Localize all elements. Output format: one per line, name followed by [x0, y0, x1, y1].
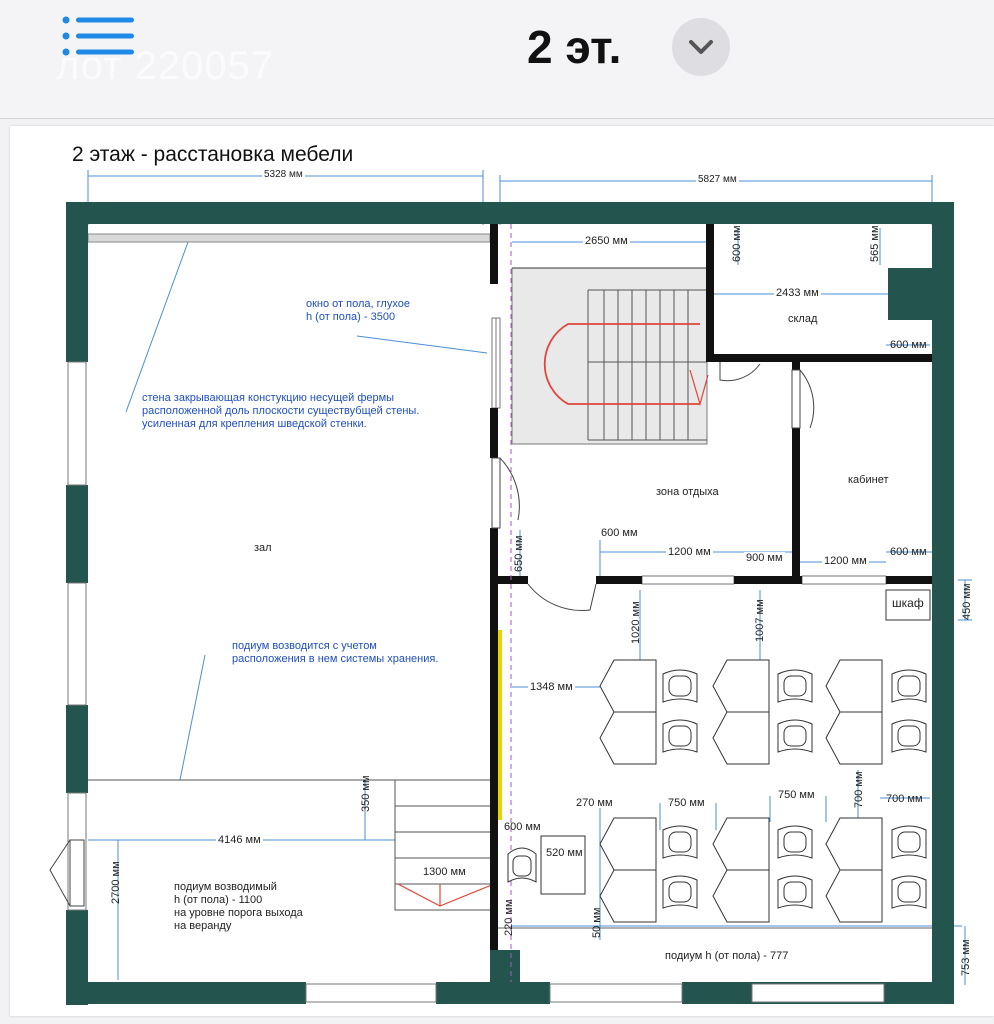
floor-title: 2 эт. [527, 21, 622, 73]
note-podium-left: подиум возводимый h (от пола) - 1100 на уровне порога выхода на веранду [174, 881, 303, 932]
dim-5328: 5328 мм [264, 169, 303, 180]
chair [892, 670, 926, 702]
staircase [395, 268, 708, 910]
dim-50: 50 мм [591, 907, 603, 938]
dim-600-office: 600 мм [890, 546, 927, 558]
desk [826, 870, 882, 922]
armchair [508, 848, 536, 882]
chair [892, 720, 926, 752]
room-label-rest-zone: зона отдыха [656, 486, 719, 498]
dim-1348: 1348 мм [530, 681, 573, 693]
dim-1007: 1007 мм [754, 599, 766, 642]
dim-4146: 4146 мм [218, 834, 261, 846]
chair [663, 670, 697, 702]
dim-1200-a: 1200 мм [668, 546, 711, 558]
dim-450: 450 мм [961, 583, 973, 620]
note-window: окно от пола, глухое h (от пола) - 3500 [306, 298, 410, 323]
note-podium-storage: подиум возводится с учетом расположения в нем системы хранения. [232, 640, 439, 665]
desk [826, 818, 882, 870]
dim-600-storage: 600 мм [890, 339, 927, 351]
note-wall: стена закрывающая констукцию несущей фермы расположенной доль плоскости существубщей стены. усиленная для крепления шведской стенки. [142, 392, 420, 430]
chair [778, 720, 812, 752]
desk [600, 870, 656, 922]
note-podium-right: подиум h (от пола) - 777 [665, 950, 789, 962]
dim-600-chair: 600 мм [504, 821, 541, 833]
dim-2650: 2650 мм [585, 235, 628, 247]
desk [600, 712, 656, 764]
dim-1200-b: 1200 мм [824, 555, 867, 567]
desk [826, 712, 882, 764]
dim-2433: 2433 мм [776, 287, 819, 299]
dim-350: 350 мм [360, 775, 372, 812]
desk [826, 660, 882, 712]
dim-270: 270 мм [576, 797, 613, 809]
dim-750-a: 750 мм [668, 797, 705, 809]
desk [600, 818, 656, 870]
room-label-hall: зал [254, 542, 272, 554]
dim-1300: 1300 мм [423, 866, 466, 878]
dim-2700: 2700 мм [110, 861, 122, 904]
dim-600-top: 600 мм [731, 225, 743, 262]
dim-5827: 5827 мм [698, 174, 737, 185]
chair [663, 720, 697, 752]
dim-520: 520 мм [546, 847, 583, 859]
dim-900: 900 мм [746, 552, 783, 564]
desk [713, 712, 769, 764]
room-label-wardrobe: шкаф [892, 596, 924, 610]
chair [892, 876, 926, 908]
chair [663, 826, 697, 858]
dim-220: 220 мм [503, 899, 515, 936]
chair [663, 876, 697, 908]
dim-700-b: 700 мм [886, 793, 923, 805]
dim-1020: 1020 мм [630, 601, 642, 644]
dim-600-door: 600 мм [601, 527, 638, 539]
desk [713, 660, 769, 712]
dim-700-a: 700 мм [853, 771, 865, 808]
dim-750-b: 750 мм [778, 789, 815, 801]
dim-753: 753 мм [960, 939, 972, 976]
chair [778, 876, 812, 908]
desk [713, 870, 769, 922]
dim-565: 565 мм [869, 225, 881, 262]
chair [892, 826, 926, 858]
chair [778, 670, 812, 702]
desk [600, 660, 656, 712]
room-label-office: кабинет [848, 474, 889, 486]
dim-650: 650 мм [513, 535, 525, 572]
desk-group [600, 660, 882, 922]
watermark: лот 220057 [56, 44, 275, 88]
plan-title: 2 этаж - расстановка мебели [72, 143, 354, 166]
desk [713, 818, 769, 870]
chair [778, 826, 812, 858]
room-label-storage: склад [788, 313, 818, 325]
